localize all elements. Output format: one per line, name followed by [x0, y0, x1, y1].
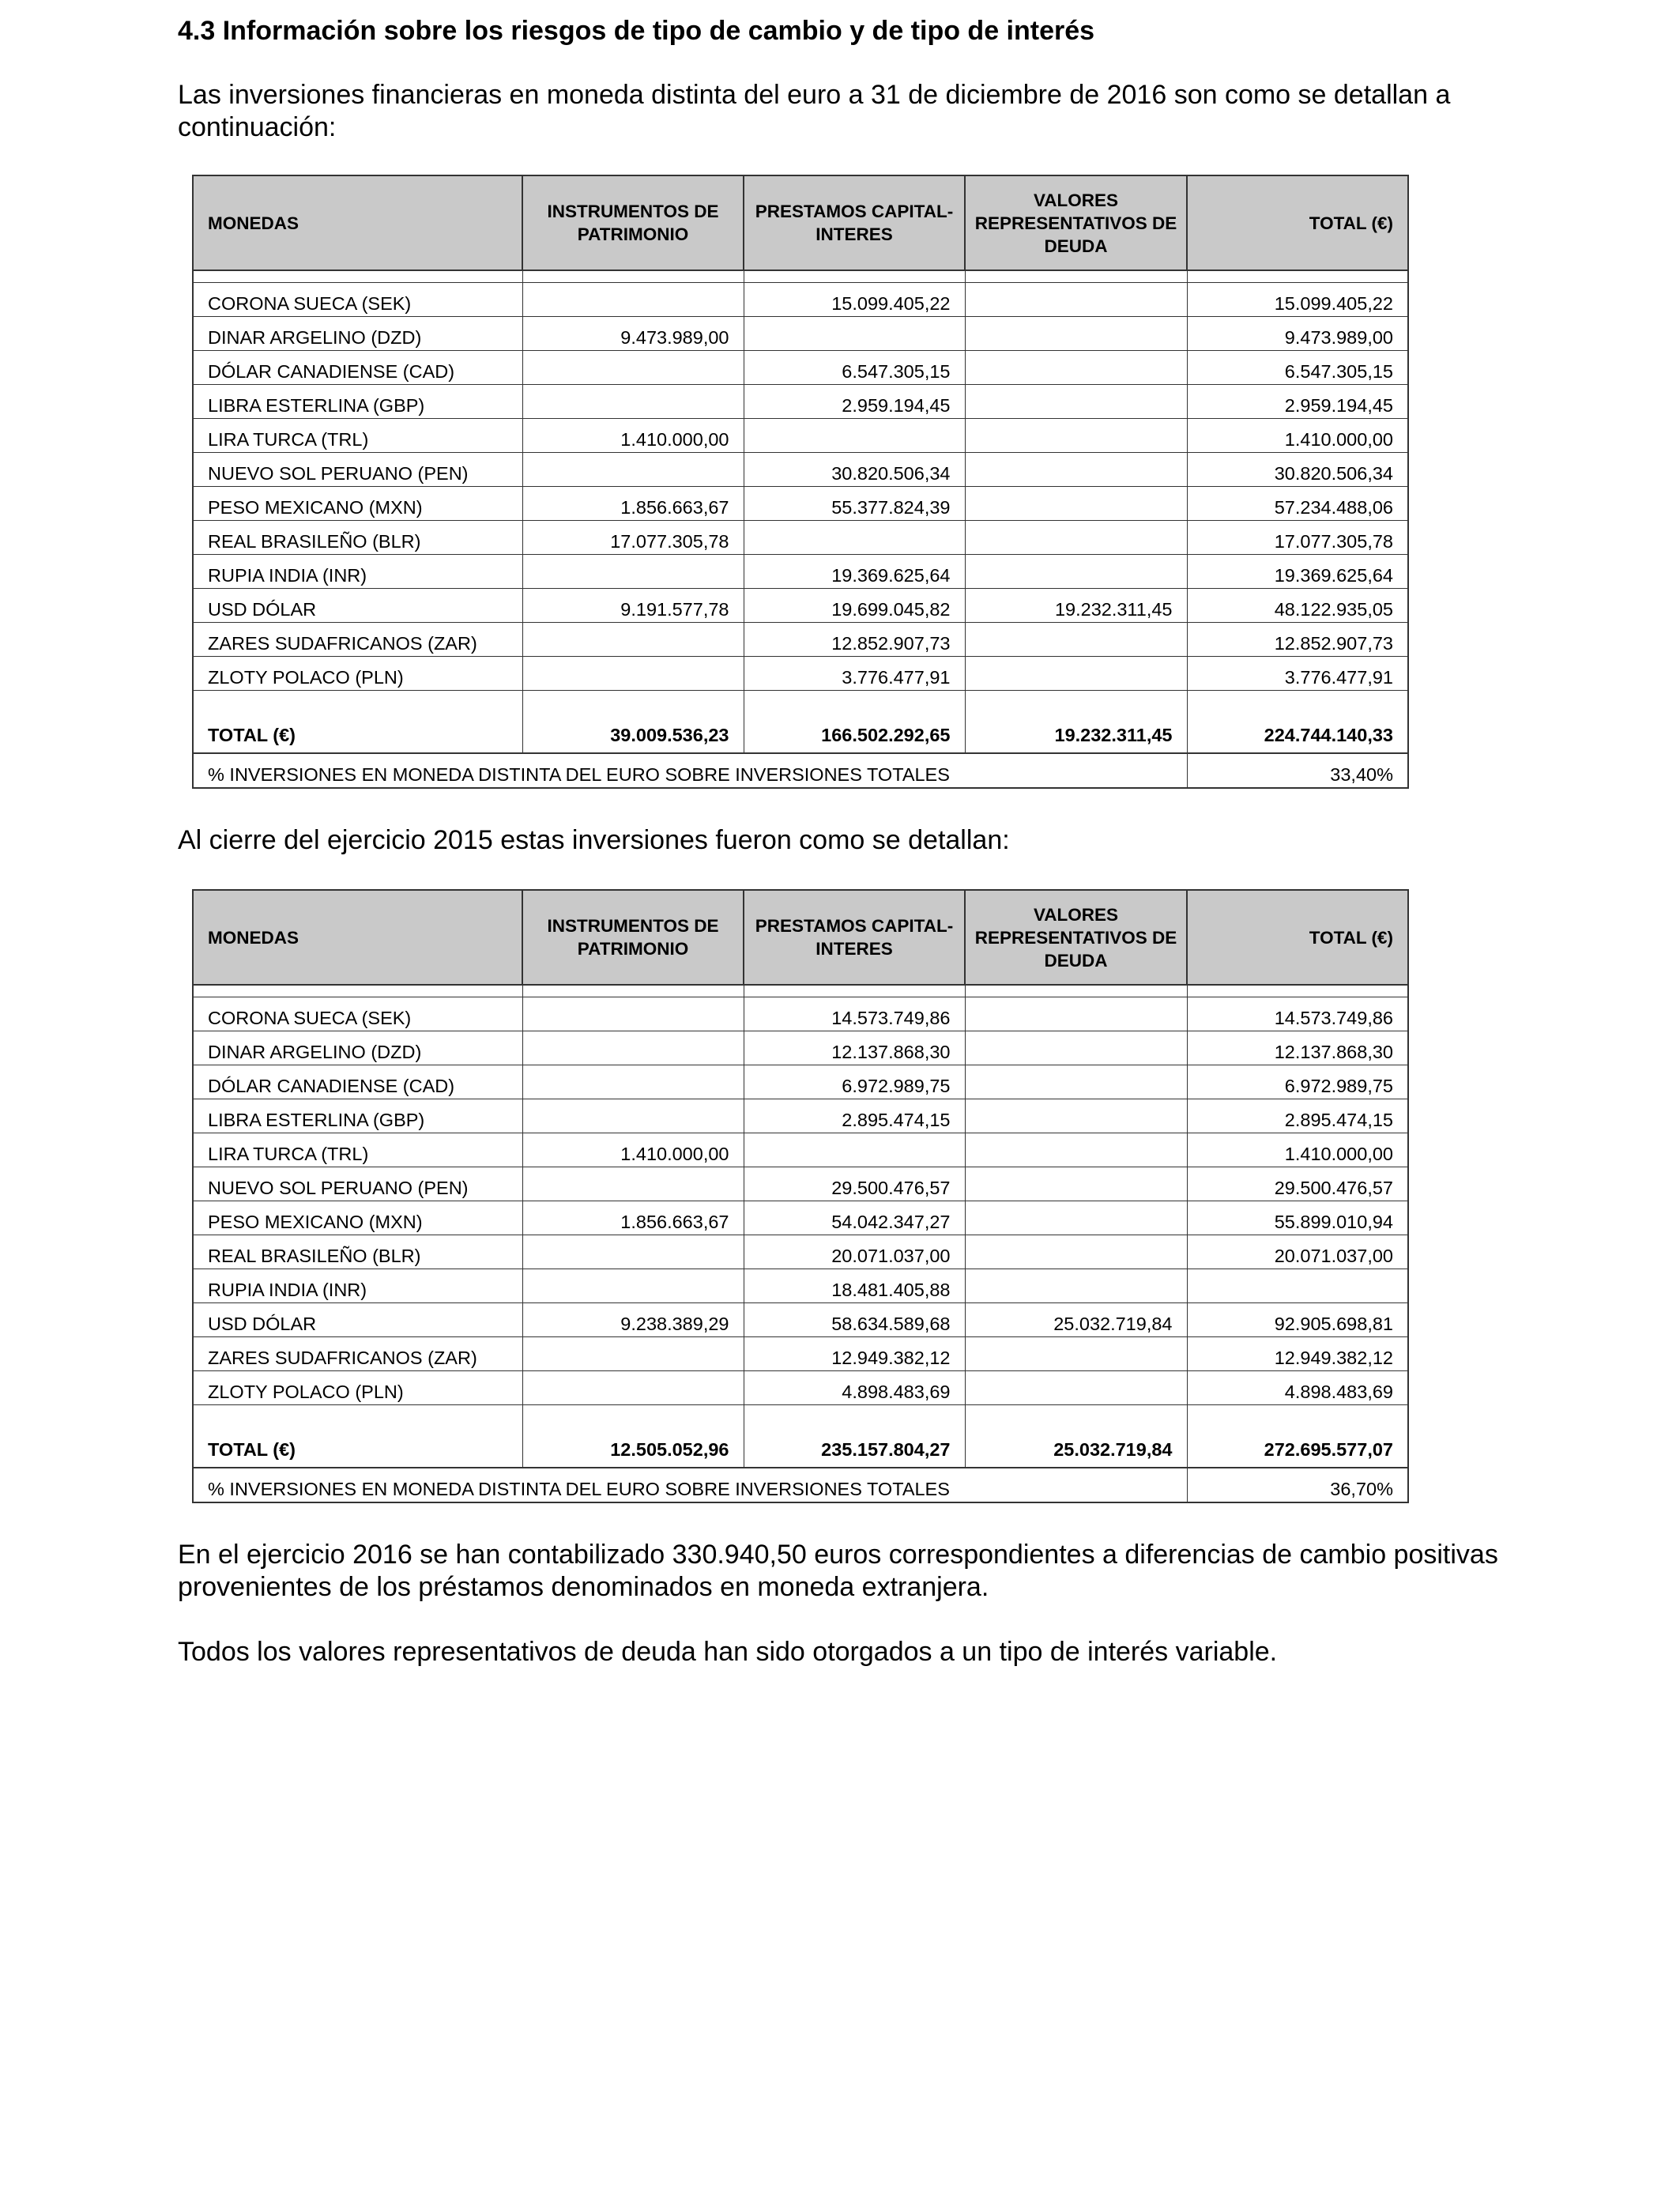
table-row	[193, 385, 1408, 419]
closing-paragraph-2: Todos los valores representativos de deuda han sido otorgados a un tipo de interés variable.	[178, 1637, 1278, 1667]
cell-moneda: REAL BRASILEÑO (BLR)	[193, 521, 522, 555]
cell-valores	[965, 1337, 1187, 1371]
table-row	[193, 317, 1408, 351]
cell-instrumentos: 1.410.000,00	[522, 419, 744, 453]
spacer-row	[193, 270, 1408, 283]
cell-prestamos: 19.369.625,64	[744, 555, 965, 589]
header-instrumentos: INSTRUMENTOS DE PATRIMONIO	[522, 175, 744, 270]
cell-total: 9.473.989,00	[1187, 317, 1408, 351]
cell-total: 6.547.305,15	[1187, 351, 1408, 385]
cell-moneda: DÓLAR CANADIENSE (CAD)	[193, 351, 522, 385]
cell-total: 20.071.037,00	[1187, 1235, 1408, 1269]
total-row	[193, 691, 1408, 754]
table-row	[193, 589, 1408, 623]
cell-moneda: CORONA SUECA (SEK)	[193, 997, 522, 1031]
cell-prestamos	[744, 1133, 965, 1167]
cell-total: 3.776.477,91	[1187, 657, 1408, 691]
cell-moneda: ZARES SUDAFRICANOS (ZAR)	[193, 1337, 522, 1371]
cell-valores	[965, 1031, 1187, 1065]
cell-instrumentos	[522, 283, 744, 317]
cell-instrumentos: 9.238.389,29	[522, 1303, 744, 1337]
cell-moneda: NUEVO SOL PERUANO (PEN)	[193, 1167, 522, 1201]
cell-total: 2.959.194,45	[1187, 385, 1408, 419]
cell-total: 17.077.305,78	[1187, 521, 1408, 555]
cell-moneda: PESO MEXICANO (MXN)	[193, 1201, 522, 1235]
table-row	[193, 997, 1408, 1031]
percentage-row	[193, 1468, 1408, 1502]
cell-valores	[965, 453, 1187, 487]
table-2015	[192, 889, 1409, 1503]
percentage-label: % INVERSIONES EN MONEDA DISTINTA DEL EURO SOBRE INVERSIONES TOTALES	[193, 1468, 1187, 1502]
cell-valores	[965, 1133, 1187, 1167]
cell-instrumentos: 1.856.663,67	[522, 487, 744, 521]
total-cell-total: 224.744.140,33	[1187, 691, 1408, 754]
cell-moneda: PESO MEXICANO (MXN)	[193, 487, 522, 521]
cell-moneda: NUEVO SOL PERUANO (PEN)	[193, 453, 522, 487]
header-valores: VALORES REPRESENTATIVOS DE DEUDA	[965, 890, 1187, 985]
cell-total: 30.820.506,34	[1187, 453, 1408, 487]
table-row	[193, 1303, 1408, 1337]
table-row	[193, 521, 1408, 555]
cell-prestamos: 15.099.405,22	[744, 283, 965, 317]
table-row	[193, 1133, 1408, 1167]
table-row	[193, 283, 1408, 317]
cell-total: 4.898.483,69	[1187, 1371, 1408, 1405]
cell-valores	[965, 1201, 1187, 1235]
cell-valores	[965, 385, 1187, 419]
mid-paragraph: Al cierre del ejercicio 2015 estas inversiones fueron como se detallan:	[178, 825, 1010, 855]
cell-moneda: LIBRA ESTERLINA (GBP)	[193, 1099, 522, 1133]
cell-valores	[965, 1099, 1187, 1133]
table-row	[193, 657, 1408, 691]
cell-prestamos: 30.820.506,34	[744, 453, 965, 487]
cell-total: 14.573.749,86	[1187, 997, 1408, 1031]
cell-instrumentos: 9.473.989,00	[522, 317, 744, 351]
total-cell-prestamos: 166.502.292,65	[744, 691, 965, 754]
total-cell-valores: 25.032.719,84	[965, 1405, 1187, 1468]
cell-prestamos: 20.071.037,00	[744, 1235, 965, 1269]
cell-instrumentos	[522, 453, 744, 487]
cell-total: 57.234.488,06	[1187, 487, 1408, 521]
cell-instrumentos	[522, 623, 744, 657]
cell-moneda: DÓLAR CANADIENSE (CAD)	[193, 1065, 522, 1099]
cell-prestamos: 29.500.476,57	[744, 1167, 965, 1201]
cell-total: 29.500.476,57	[1187, 1167, 1408, 1201]
percentage-value: 33,40%	[1187, 753, 1408, 788]
cell-total: 12.852.907,73	[1187, 623, 1408, 657]
cell-valores	[965, 1269, 1187, 1303]
cell-moneda: ZLOTY POLACO (PLN)	[193, 1371, 522, 1405]
header-valores: VALORES REPRESENTATIVOS DE DEUDA	[965, 175, 1187, 270]
cell-instrumentos	[522, 657, 744, 691]
table-row	[193, 453, 1408, 487]
spacer-cell	[965, 270, 1187, 283]
percentage-row	[193, 753, 1408, 788]
cell-valores	[965, 283, 1187, 317]
table-row	[193, 1201, 1408, 1235]
cell-valores	[965, 419, 1187, 453]
spacer-cell	[522, 270, 744, 283]
cell-prestamos: 12.137.868,30	[744, 1031, 965, 1065]
cell-instrumentos	[522, 1167, 744, 1201]
cell-valores	[965, 555, 1187, 589]
cell-moneda: RUPIA INDIA (INR)	[193, 555, 522, 589]
cell-prestamos: 14.573.749,86	[744, 997, 965, 1031]
cell-moneda: DINAR ARGELINO (DZD)	[193, 1031, 522, 1065]
cell-valores: 19.232.311,45	[965, 589, 1187, 623]
spacer-row	[193, 985, 1408, 997]
cell-prestamos: 4.898.483,69	[744, 1371, 965, 1405]
cell-prestamos: 19.699.045,82	[744, 589, 965, 623]
cell-total: 1.410.000,00	[1187, 419, 1408, 453]
cell-instrumentos	[522, 555, 744, 589]
table-row	[193, 351, 1408, 385]
cell-prestamos: 2.959.194,45	[744, 385, 965, 419]
cell-valores	[965, 1235, 1187, 1269]
spacer-cell	[193, 985, 522, 997]
spacer-cell	[744, 270, 965, 283]
cell-moneda: REAL BRASILEÑO (BLR)	[193, 1235, 522, 1269]
header-monedas: MONEDAS	[193, 175, 522, 270]
cell-moneda: LIRA TURCA (TRL)	[193, 1133, 522, 1167]
table-row	[193, 1269, 1408, 1303]
cell-moneda: LIBRA ESTERLINA (GBP)	[193, 385, 522, 419]
cell-valores	[965, 623, 1187, 657]
table-row	[193, 419, 1408, 453]
cell-total: 19.369.625,64	[1187, 555, 1408, 589]
table-header-row	[193, 175, 1408, 270]
cell-prestamos: 3.776.477,91	[744, 657, 965, 691]
cell-valores	[965, 1167, 1187, 1201]
cell-prestamos	[744, 317, 965, 351]
cell-valores	[965, 351, 1187, 385]
header-prestamos: PRESTAMOS CAPITAL-INTERES	[744, 890, 965, 985]
cell-instrumentos	[522, 997, 744, 1031]
cell-valores	[965, 317, 1187, 351]
spacer-cell	[522, 985, 744, 997]
table-row	[193, 1167, 1408, 1201]
section-title: 4.3 Información sobre los riesgos de tipo de cambio y de tipo de interés	[178, 16, 1095, 46]
cell-valores	[965, 1371, 1187, 1405]
closing-paragraph-1: En el ejercicio 2016 se han contabilizado 330.940,50 euros correspondientes a diferencias de cambio positivas provenientes de los préstamos denominados en moneda extranjera.	[178, 1540, 1498, 1602]
total-cell-valores: 19.232.311,45	[965, 691, 1187, 754]
intro-paragraph: Las inversiones financieras en moneda distinta del euro a 31 de diciembre de 2016 son como se detallan a continuación:	[178, 80, 1451, 142]
cell-prestamos: 18.481.405,88	[744, 1269, 965, 1303]
cell-valores	[965, 521, 1187, 555]
percentage-label: % INVERSIONES EN MONEDA DISTINTA DEL EURO SOBRE INVERSIONES TOTALES	[193, 753, 1187, 788]
total-cell-moneda: TOTAL (€)	[193, 1405, 522, 1468]
table-row	[193, 1371, 1408, 1405]
cell-valores	[965, 1065, 1187, 1099]
cell-instrumentos: 9.191.577,78	[522, 589, 744, 623]
header-instrumentos: INSTRUMENTOS DE PATRIMONIO	[522, 890, 744, 985]
cell-instrumentos	[522, 1031, 744, 1065]
cell-prestamos: 55.377.824,39	[744, 487, 965, 521]
spacer-cell	[193, 270, 522, 283]
cell-total: 15.099.405,22	[1187, 283, 1408, 317]
cell-moneda: LIRA TURCA (TRL)	[193, 419, 522, 453]
cell-moneda: RUPIA INDIA (INR)	[193, 1269, 522, 1303]
spacer-cell	[1187, 270, 1408, 283]
cell-valores	[965, 487, 1187, 521]
cell-valores	[965, 997, 1187, 1031]
cell-moneda: USD DÓLAR	[193, 1303, 522, 1337]
cell-moneda: USD DÓLAR	[193, 589, 522, 623]
cell-total: 55.899.010,94	[1187, 1201, 1408, 1235]
cell-moneda: ZLOTY POLACO (PLN)	[193, 657, 522, 691]
cell-instrumentos	[522, 1235, 744, 1269]
cell-prestamos: 54.042.347,27	[744, 1201, 965, 1235]
cell-prestamos	[744, 521, 965, 555]
cell-instrumentos	[522, 351, 744, 385]
cell-prestamos: 6.547.305,15	[744, 351, 965, 385]
total-cell-prestamos: 235.157.804,27	[744, 1405, 965, 1468]
cell-prestamos: 2.895.474,15	[744, 1099, 965, 1133]
header-total: TOTAL (€)	[1187, 890, 1408, 985]
table-2016	[192, 175, 1409, 789]
cell-moneda: ZARES SUDAFRICANOS (ZAR)	[193, 623, 522, 657]
table-row	[193, 623, 1408, 657]
cell-prestamos: 58.634.589,68	[744, 1303, 965, 1337]
total-cell-moneda: TOTAL (€)	[193, 691, 522, 754]
cell-moneda: DINAR ARGELINO (DZD)	[193, 317, 522, 351]
cell-total: 2.895.474,15	[1187, 1099, 1408, 1133]
spacer-cell	[744, 985, 965, 997]
table-row	[193, 1337, 1408, 1371]
spacer-cell	[965, 985, 1187, 997]
cell-instrumentos	[522, 1337, 744, 1371]
cell-prestamos: 12.852.907,73	[744, 623, 965, 657]
total-row	[193, 1405, 1408, 1468]
table-row	[193, 1065, 1408, 1099]
cell-total: 6.972.989,75	[1187, 1065, 1408, 1099]
table-header-row	[193, 890, 1408, 985]
cell-instrumentos: 1.410.000,00	[522, 1133, 744, 1167]
table-row	[193, 487, 1408, 521]
cell-instrumentos	[522, 1065, 744, 1099]
cell-total: 12.137.868,30	[1187, 1031, 1408, 1065]
cell-total: 48.122.935,05	[1187, 589, 1408, 623]
cell-prestamos: 12.949.382,12	[744, 1337, 965, 1371]
cell-total: 92.905.698,81	[1187, 1303, 1408, 1337]
header-monedas: MONEDAS	[193, 890, 522, 985]
cell-instrumentos	[522, 1371, 744, 1405]
cell-total: 12.949.382,12	[1187, 1337, 1408, 1371]
cell-instrumentos	[522, 1099, 744, 1133]
header-total: TOTAL (€)	[1187, 175, 1408, 270]
total-cell-total: 272.695.577,07	[1187, 1405, 1408, 1468]
total-cell-instrumentos: 12.505.052,96	[522, 1405, 744, 1468]
table-row	[193, 1235, 1408, 1269]
cell-prestamos: 6.972.989,75	[744, 1065, 965, 1099]
spacer-cell	[1187, 985, 1408, 997]
cell-valores	[965, 657, 1187, 691]
cell-instrumentos: 1.856.663,67	[522, 1201, 744, 1235]
table-row	[193, 1099, 1408, 1133]
table-row	[193, 1031, 1408, 1065]
cell-valores: 25.032.719,84	[965, 1303, 1187, 1337]
total-cell-instrumentos: 39.009.536,23	[522, 691, 744, 754]
cell-total: 1.410.000,00	[1187, 1133, 1408, 1167]
cell-instrumentos	[522, 385, 744, 419]
table-row	[193, 555, 1408, 589]
cell-instrumentos	[522, 1269, 744, 1303]
header-prestamos: PRESTAMOS CAPITAL-INTERES	[744, 175, 965, 270]
cell-instrumentos: 17.077.305,78	[522, 521, 744, 555]
percentage-value: 36,70%	[1187, 1468, 1408, 1502]
cell-prestamos	[744, 419, 965, 453]
cell-total	[1187, 1269, 1408, 1303]
cell-moneda: CORONA SUECA (SEK)	[193, 283, 522, 317]
